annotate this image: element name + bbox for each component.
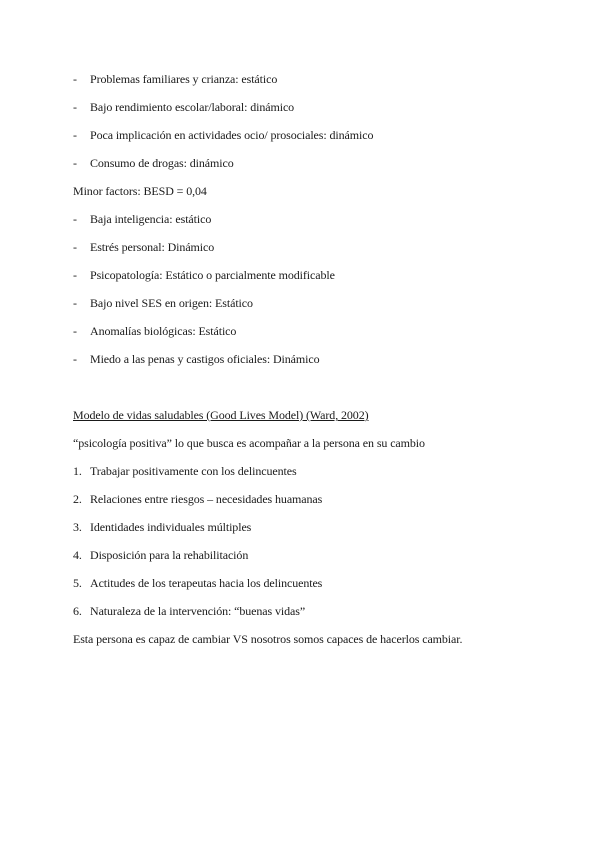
numbered-item-text: Disposición para la rehabilitación bbox=[90, 548, 249, 562]
list-item-text: Consumo de drogas: dinámico bbox=[90, 156, 234, 170]
section-intro: “psicología positiva” lo que busca es acompañar a la persona en su cambio bbox=[73, 436, 425, 450]
bullet-dash: - bbox=[73, 100, 77, 114]
list-item-text: Psicopatología: Estático o parcialmente modificable bbox=[90, 268, 335, 282]
list-item-text: Bajo rendimiento escolar/laboral: dinámico bbox=[90, 100, 295, 114]
item-number: 6. bbox=[73, 604, 82, 618]
list-item-text: Anomalías biológicas: Estático bbox=[90, 324, 237, 338]
numbered-item-text: Relaciones entre riesgos – necesidades huamanas bbox=[90, 492, 323, 506]
section-heading: Modelo de vidas saludables (Good Lives Model) (Ward, 2002) bbox=[73, 408, 369, 422]
bullet-dash: - bbox=[73, 352, 77, 366]
numbered-item-text: Trabajar positivamente con los delincuentes bbox=[90, 464, 297, 478]
item-number: 4. bbox=[73, 548, 82, 562]
numbered-item-text: Actitudes de los terapeutas hacia los delincuentes bbox=[90, 576, 323, 590]
bullet-dash: - bbox=[73, 128, 77, 142]
item-number: 1. bbox=[73, 464, 82, 478]
item-number: 5. bbox=[73, 576, 82, 590]
minor-factors-heading: Minor factors: BESD = 0,04 bbox=[73, 184, 207, 198]
list-item-text: Bajo nivel SES en origen: Estático bbox=[90, 296, 253, 310]
numbered-item-text: Identidades individuales múltiples bbox=[90, 520, 252, 534]
list-item-text: Baja inteligencia: estático bbox=[90, 212, 212, 226]
list-item-text: Estrés personal: Dinámico bbox=[90, 240, 215, 254]
bullet-dash: - bbox=[73, 156, 77, 170]
list-item-text: Miedo a las penas y castigos oficiales: Dinámico bbox=[90, 352, 320, 366]
bullet-dash: - bbox=[73, 240, 77, 254]
bullet-dash: - bbox=[73, 268, 77, 282]
list-item-text: Poca implicación en actividades ocio/ prosociales: dinámico bbox=[90, 128, 374, 142]
bullet-dash: - bbox=[73, 296, 77, 310]
closing-line: Esta persona es capaz de cambiar VS nosotros somos capaces de hacerlos cambiar. bbox=[73, 632, 463, 646]
bullet-dash: - bbox=[73, 324, 77, 338]
bullet-dash: - bbox=[73, 212, 77, 226]
item-number: 3. bbox=[73, 520, 82, 534]
numbered-item-text: Naturaleza de la intervención: “buenas vidas” bbox=[90, 604, 306, 618]
item-number: 2. bbox=[73, 492, 82, 506]
list-item-text: Problemas familiares y crianza: estático bbox=[90, 72, 278, 86]
bullet-dash: - bbox=[73, 72, 77, 86]
